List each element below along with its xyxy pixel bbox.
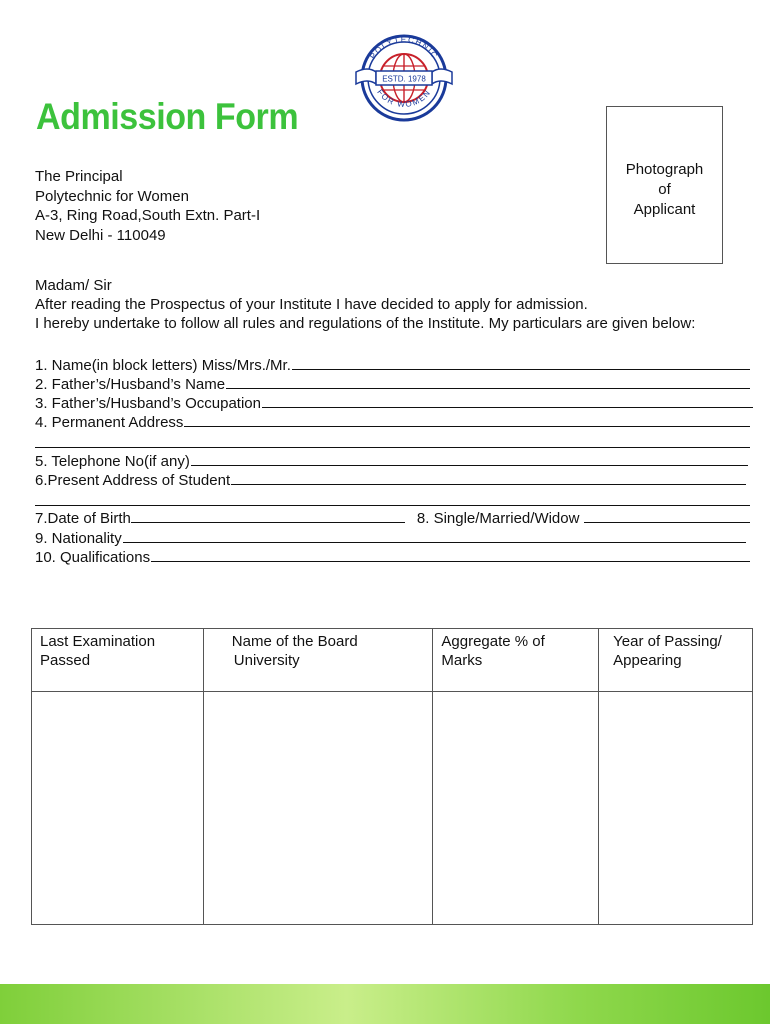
present-address-line[interactable] xyxy=(231,484,746,485)
marital-line[interactable] xyxy=(584,522,750,523)
telephone-field[interactable] xyxy=(35,451,748,470)
salutation: Madam/ Sir xyxy=(35,277,112,294)
photo-label: Applicant xyxy=(633,201,696,218)
qualifications-label: 10. Qualifications xyxy=(35,549,151,566)
institute-logo xyxy=(352,26,456,130)
father-name-label: 2. Father’s/Husband’s Name xyxy=(35,376,226,393)
header-board-university: Name of the Board University xyxy=(203,629,433,692)
permanent-address-field[interactable] xyxy=(35,412,750,431)
telephone-label: 5. Telephone No(if any) xyxy=(35,453,190,470)
occupation-label: 3. Father’s/Husband’s Occupation xyxy=(35,395,261,412)
occupation-field[interactable] xyxy=(35,393,753,412)
header-aggregate-marks: Aggregate % of Marks xyxy=(433,629,599,692)
intro-paragraph xyxy=(35,276,695,333)
logo-bottom-text: FOR WOMEN xyxy=(375,87,433,110)
header-last-examination: Last Examination Passed xyxy=(32,629,204,692)
address-line: The Principal xyxy=(35,168,123,185)
name-line[interactable] xyxy=(292,369,750,370)
cell-aggregate-marks[interactable] xyxy=(433,692,599,925)
photo-label: of xyxy=(658,181,671,198)
marital-label: 8. Single/Married/Widow xyxy=(416,510,580,527)
present-address-label: 6.Present Address of Student xyxy=(35,472,231,489)
address-line: A-3, Ring Road,South Extn. Part-I xyxy=(35,207,261,224)
footer-band xyxy=(0,984,770,1024)
permanent-address-label: 4. Permanent Address xyxy=(35,414,184,431)
dob-line[interactable] xyxy=(131,522,405,523)
logo-top-text: POLYTECHNIC xyxy=(368,34,440,61)
occupation-line[interactable] xyxy=(262,407,753,408)
dob-label: 7.Date of Birth xyxy=(35,510,131,527)
intro-line: After reading the Prospectus of your Institute I have decided to apply for admission. xyxy=(35,296,588,313)
recipient-address xyxy=(35,167,260,245)
photograph-box[interactable] xyxy=(606,106,723,264)
father-name-field[interactable] xyxy=(35,374,750,393)
permanent-address-line[interactable] xyxy=(184,426,750,427)
telephone-line[interactable] xyxy=(191,465,748,466)
dob-marital-row xyxy=(35,508,750,527)
present-address-field[interactable] xyxy=(35,470,746,489)
qualifications-line[interactable] xyxy=(151,561,750,562)
header-year-passing: Year of Passing/ Appearing xyxy=(599,629,753,692)
table-row xyxy=(32,692,753,925)
nationality-line[interactable] xyxy=(123,542,746,543)
examination-table xyxy=(31,628,753,925)
cell-year-passing[interactable] xyxy=(599,692,753,925)
nationality-field[interactable] xyxy=(35,528,746,547)
cell-last-examination[interactable] xyxy=(32,692,204,925)
name-field[interactable] xyxy=(35,355,750,374)
permanent-address-extra-line[interactable] xyxy=(35,447,750,448)
photo-label: Photograph xyxy=(625,161,704,178)
address-line: New Delhi - 110049 xyxy=(35,226,166,244)
cell-board-university[interactable] xyxy=(203,692,433,925)
page-title: Admission Form xyxy=(36,96,299,137)
present-address-extra-line[interactable] xyxy=(35,505,750,506)
address-line: Polytechnic for Women xyxy=(35,187,189,205)
nationality-label: 9. Nationality xyxy=(35,530,122,547)
name-label: 1. Name(in block letters) Miss/Mrs./Mr. xyxy=(35,357,291,374)
logo-estd-text: ESTD. 1978 xyxy=(382,74,426,84)
qualifications-field[interactable] xyxy=(35,547,750,566)
intro-line: I hereby undertake to follow all rules and regulations of the Institute. My particulars are given below: xyxy=(35,315,696,332)
table-header-row xyxy=(32,629,753,692)
father-name-line[interactable] xyxy=(226,388,750,389)
